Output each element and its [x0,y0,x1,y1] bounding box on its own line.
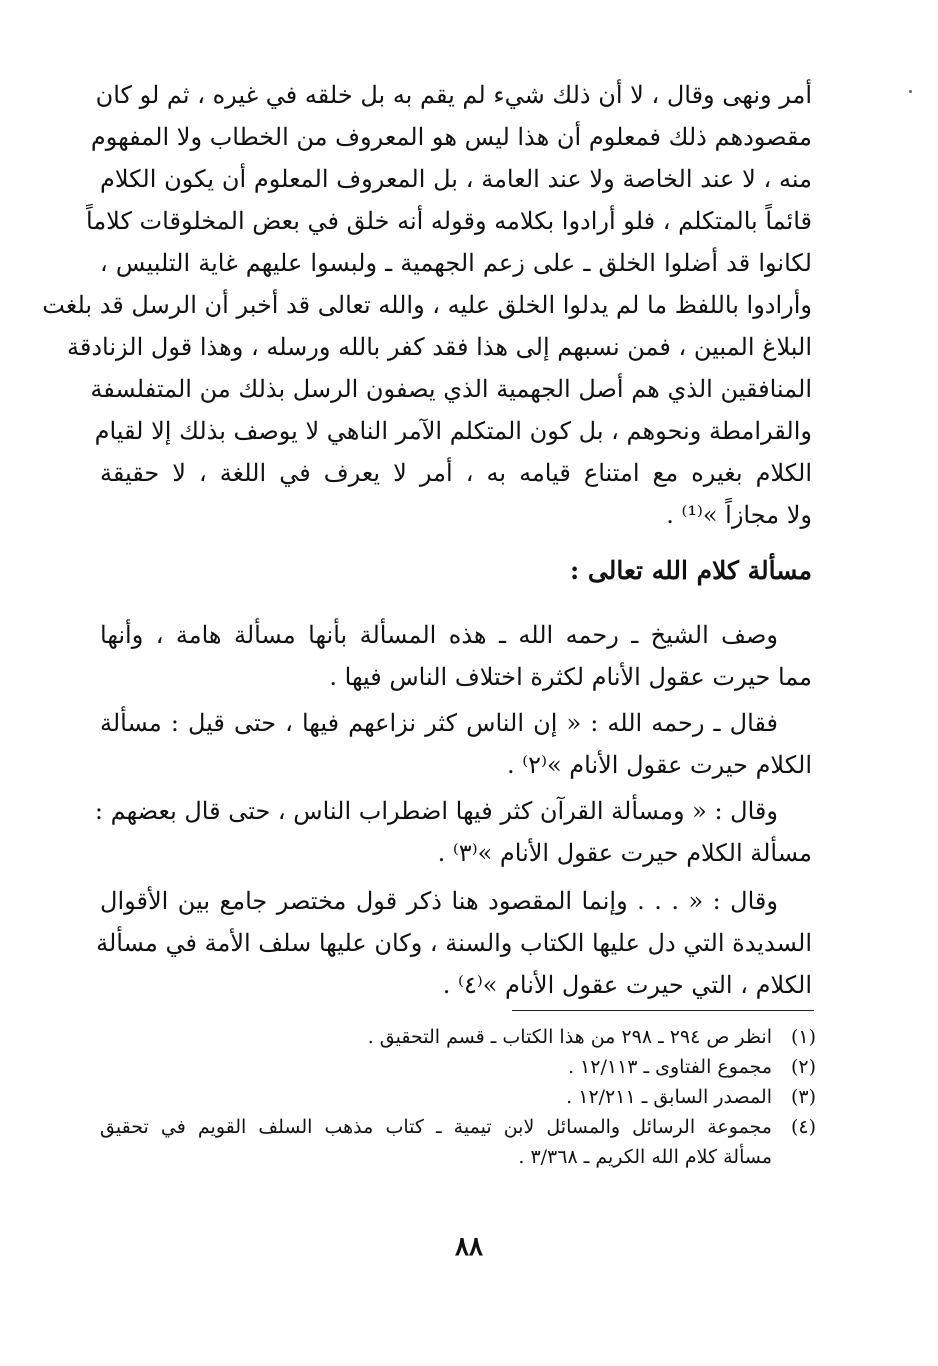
paragraph-quote-2 [94,790,812,874]
footnote-number: (١) [790,1026,816,1048]
body-line: أمر ونهى وقال ، لا أن ذلك شيء لم يقم به بل خلقه في غيره ، ثم لو كان [95,81,812,109]
footnote-number: (٣) [790,1086,816,1108]
section-heading: مسألة كلام الله تعالى : [569,556,812,585]
paragraph-line: الكلام ، التي حيرت عقول الأنام »⁽٤⁾ . [442,971,812,999]
footnote-text: انظر ص ٢٩٤ ـ ٢٩٨ من هذا الكتاب ـ قسم التحقيق . [367,1026,772,1048]
paragraph-line: مسألة الكلام حيرت عقول الأنام »⁽٣⁾ . [437,839,812,867]
body-line: منه ، لا عند الخاصة ولا عند العامة ، بل المعروف المعلوم أن يكون الكلام [100,165,812,193]
body-paragraph [42,74,812,536]
body-line: وأرادوا باللفظ ما لم يدلوا الخلق عليه ، والله تعالى قد أخبر أن الرسل قد بلغت [42,291,812,319]
footnote-separator [512,1010,814,1011]
footnote [100,1052,816,1082]
body-line: والقرامطة ونحوهم ، بل كون المتكلم الآمر الناهي لا يوصف بذلك إلا لقيام [94,417,812,445]
footnotes [100,1022,816,1172]
body-line: ولا مجازاً »⁽¹⁾ . [666,501,812,529]
paragraph-line: وصف الشيخ ـ رحمه الله ـ هذه المسألة بأنها مسألة هامة ، وأنها [100,621,778,649]
footnote-text: مجموع الفتاوى ـ ١٢/١١٣ . [567,1056,772,1078]
body-line: البلاغ المبين ، فمن نسبهم إلى هذا فقد كفر بالله ورسله ، وهذا قول الزنادقة [67,333,812,361]
paragraph-line: السديدة التي دل عليها الكتاب والسنة ، وكان عليها سلف الأمة في مسألة [96,929,812,957]
body-line: الكلام بغيره مع امتناع قيامه به ، أمر لا يعرف في اللغة ، لا حقيقة [100,459,812,487]
footnote [100,1112,816,1142]
paragraph-quote-3 [96,880,812,1006]
body-line: لكانوا قد أضلوا الخلق ـ على زعم الجهمية ـ ولبسوا عليهم غاية التلبيس ، [100,249,812,277]
footnote-number: (٢) [790,1056,816,1078]
scan-speck [909,90,912,93]
paragraph-line: فقال ـ رحمه الله : « إن الناس كثر نزاعهم فيها ، حتى قيل : مسألة [100,709,778,737]
paragraph-line: وقال : « ومسألة القرآن كثر فيها اضطراب الناس ، حتى قال بعضهم : [94,797,778,825]
page-number: ٨٨ [455,1232,483,1262]
footnote [100,1022,816,1052]
paragraph-quote-1 [100,702,812,786]
footnote [100,1082,816,1112]
footnote-text: مجموعة الرسائل والمسائل لابن تيمية ـ كتاب مذهب السلف القويم في تحقيق [100,1116,772,1138]
footnote-text: المصدر السابق ـ ١٢/٢١١ . [566,1086,772,1108]
footnote-continuation: مسألة كلام الله الكريم ـ ٣/٣٦٨ . [518,1146,772,1168]
footnote-number: (٤) [790,1116,816,1138]
paragraph-line: مما حيرت عقول الأنام لكثرة اختلاف الناس فيها . [329,663,812,691]
paragraph-line: وقال : « . . . وإنما المقصود هنا ذكر قول مختصر جامع بين الأقوال [100,887,778,915]
paragraph-description [100,614,812,698]
body-line: قائماً بالمتكلم ، فلو أرادوا بكلامه وقوله أنه خلق في بعض المخلوقات كلاماً [86,207,812,235]
body-line: المنافقين الذي هم أصل الجهمية الذي يصفون الرسل بذلك من المتفلسفة [90,375,812,403]
body-line: مقصودهم ذلك فمعلوم أن هذا ليس هو المعروف من الخطاب ولا المفهوم [90,123,812,151]
paragraph-line: الكلام حيرت عقول الأنام »⁽٢⁾ . [507,751,812,779]
